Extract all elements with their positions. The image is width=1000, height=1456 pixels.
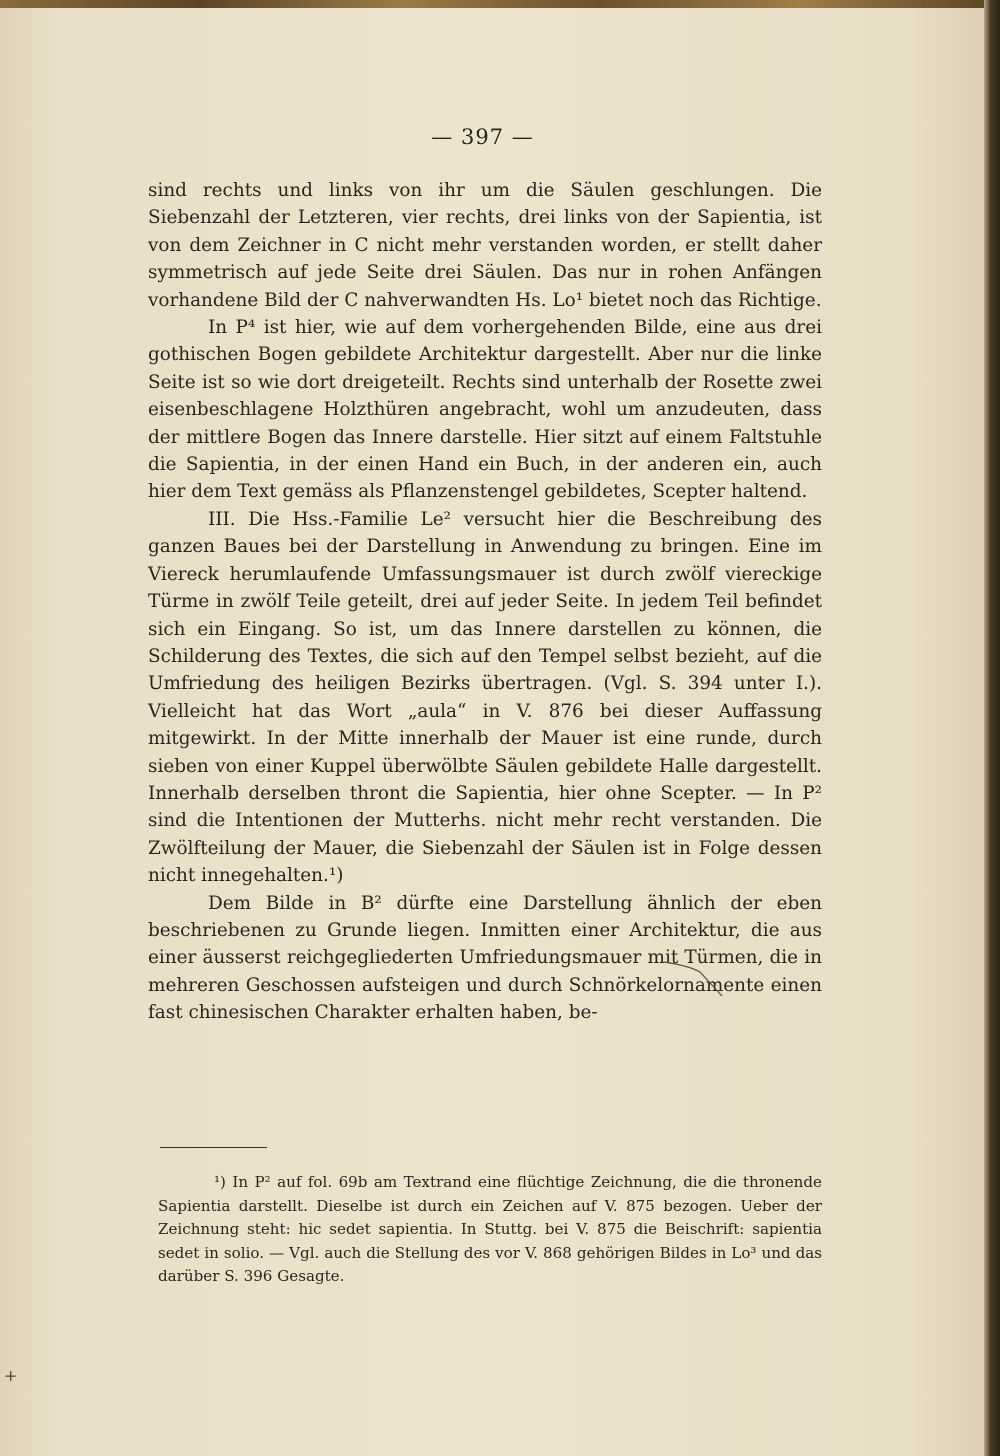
book-page [0,8,984,1456]
page-number: — 397 — [431,125,534,149]
footnote-1: ¹) In P² auf fol. 69b am Textrand eine flüchtige Zeichnung, die die thronende Sapientia darstellt. Dieselbe ist durch ein Zeichen auf V. 875 bezogen. Ueber der Zeichnung steht: hic sedet sapientia. In Stuttg. bei V. 875 die Beischrift: sapientia sedet in solio. — Vgl. auch die Stellung des vor V. 868 gehörigen Bildes in Lo³ und das darüber S. 396 Gesagte. [158,1173,822,1286]
pencil-annotation-mark [660,958,740,1008]
paragraph-2: In P⁴ ist hier, wie auf dem vorhergehenden Bilde, eine aus drei gothischen Bogen gebildete Architektur dargestellt. Aber nur die linke Seite ist so wie dort dreigeteilt. Rechts sind unterhalb der Rosette zwei eisenbeschlagene Holzthüren angebracht, wohl um anzudeuten, dass der mittlere Bogen das Innere darstelle. Hier sitzt auf einem Faltstuhle die Sapientia, in der einen Hand ein Buch, in der anderen ein, auch hier dem Text gemäss als Pflanzenstengel gebildetes, Scepter haltend. [148,317,822,503]
paragraph-1: sind rechts und links von ihr um die Säulen geschlungen. Die Siebenzahl der Letzteren, vier rechts, drei links von der Sapientia, ist von dem Zeichner in C nicht mehr verstanden worden, er stellt daher symmetrisch auf jede Seite drei Säulen. Das nur in rohen Anfängen vorhandene Bild der C nahverwandten Hs. Lo¹ bietet noch das Richtige. [148,180,822,311]
footnote-divider [160,1147,267,1148]
book-right-edge [984,0,1000,1456]
paragraph-3: III. Die Hss.-Familie Le² versucht hier die Beschreibung des ganzen Baues bei der Darstellung in Anwendung zu bringen. Eine im Viereck herumlaufende Umfassungsmauer ist durch zwölf viereckige Türme in zwölf Teile geteilt, drei auf jeder Seite. In jedem Teil befindet sich ein Eingang. So ist, um das Innere darstellen zu können, die Schilderung des Textes, die sich auf den Tempel selbst bezieht, auf die Umfriedung des heiligen Bezirks übertragen. (Vgl. S. 394 unter I.). Vielleicht hat das Wort „aula“ in V. 876 bei dieser Auffassung mitgewirkt. In der Mitte innerhalb der Mauer ist eine runde, durch sieben von einer Kuppel überwölbte Säulen gebildete Halle dargestellt. Innerhalb derselben thront die Sapientia, hier ohne Scepter. — In P² sind die Intentionen der Mutterhs. nicht mehr recht verstanden. Die Zwölfteilung der Mauer, die Siebenzahl der Säulen ist in Folge dessen nicht innegehalten.¹) [148,508,822,887]
paragraph-4: Dem Bilde in B² dürfte eine Darstellung ähnlich der eben beschriebenen zu Grunde liegen. Inmitten einer Architektur, die aus einer äusserst reichgegliederten Umfriedungsmauer mit Türmen, die in mehreren Geschossen aufsteigen und durch Schnörkelornamente einen fast chinesischen Charakter erhalten haben, be- [148,892,822,1024]
margin-tick-mark: + [4,1366,18,1385]
main-text [148,177,822,1027]
footnotes [158,1171,822,1289]
